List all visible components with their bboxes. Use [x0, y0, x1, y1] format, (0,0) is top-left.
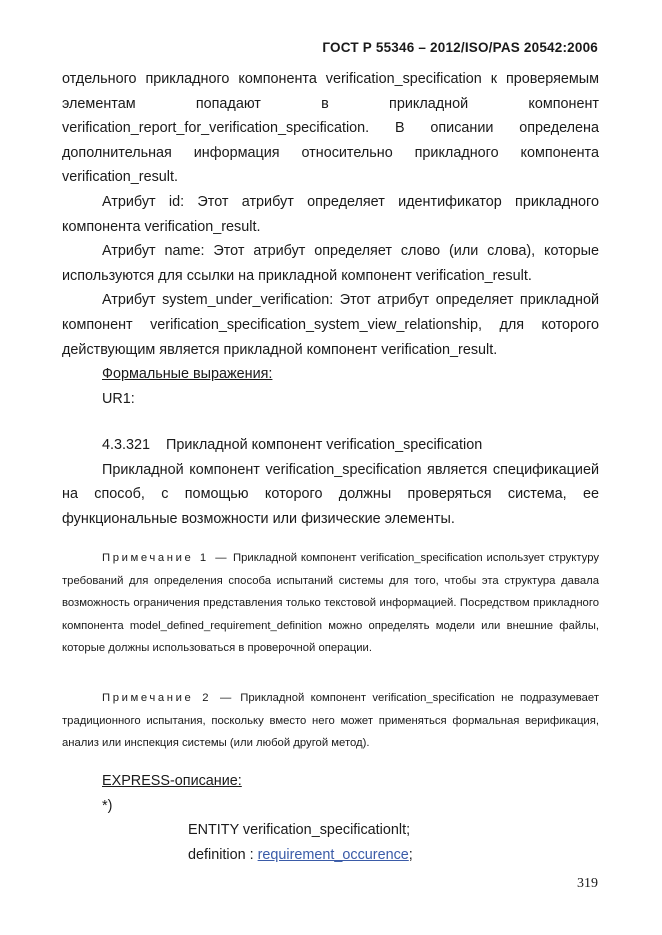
requirement-occurence-link[interactable]: requirement_occurence: [257, 846, 409, 863]
express-heading: EXPRESS-описание:: [102, 773, 242, 789]
express-definition-line: definition : requirement_occurence;: [188, 846, 413, 863]
page-number: 319: [577, 876, 598, 891]
express-open: *): [102, 797, 113, 814]
document-header: ГОСТ Р 55346 – 2012/ISO/PAS 20542:2006: [322, 40, 598, 55]
note-text: Прикладной компонент verification_specification не подразумевает традиционного испытания, поскольку вместо него может применяться формальная верификация, анализ или инспекция системы (или любой другой метод).: [62, 692, 599, 749]
page-body: [62, 67, 599, 411]
note-2: [62, 687, 599, 755]
section-heading: [62, 433, 599, 458]
formal-expressions-heading: Формальные выражения:: [102, 366, 273, 383]
section-4-3-321: [62, 433, 599, 531]
paragraph-attribute-name: Атрибут name: Этот атрибут определяет слово (или слова), которые используются для ссылки на прикладной компонент verification_result.: [62, 243, 599, 284]
section-paragraph: Прикладной компонент verification_specification является спецификацией на способ, с помощью которого должны проверяться система, ее функциональные возможности или физические элементы.: [62, 461, 599, 527]
ur1-label: UR1:: [102, 390, 135, 407]
note-label: Примечание 2 —: [102, 692, 234, 704]
paragraph-attribute-system-under-verification: Атрибут system_under_verification: Этот атрибут определяет прикладной компонент verification_specification_system_view_relationship, для которого действующим является прикладной компонент verification_result.: [62, 292, 599, 358]
paragraph-attribute-id: Атрибут id: Этот атрибут определяет идентификатор прикладного компонента verification_result.: [62, 193, 599, 235]
section-title: Прикладной компонент verification_specification: [166, 437, 483, 453]
note-text: Прикладной компонент verification_specification использует структуру требований для определения способа испытаний системы для того, чтобы эта структура давала возможность ограничения представления только текстовой информацией. Посредством прикладного компонента model_defined_requirement_definition можно определять модели или внешние файлы, которые должны использоваться в проверочной операции.: [62, 552, 599, 654]
note-1: [62, 547, 599, 660]
note-label: Примечание 1 —: [102, 552, 230, 564]
express-entity-line: ENTITY verification_specificationlt;: [188, 822, 411, 839]
section-number: 4.3.321: [102, 437, 151, 453]
express-block: [62, 769, 599, 867]
paragraph-verification-report: отдельного прикладного компонента verification_specification к проверяемым элементам попадают в прикладной компонент verification_report_for_verification_specification. В описании определена дополнительная информация относительно прикладного компонента verification_result.: [62, 71, 599, 186]
